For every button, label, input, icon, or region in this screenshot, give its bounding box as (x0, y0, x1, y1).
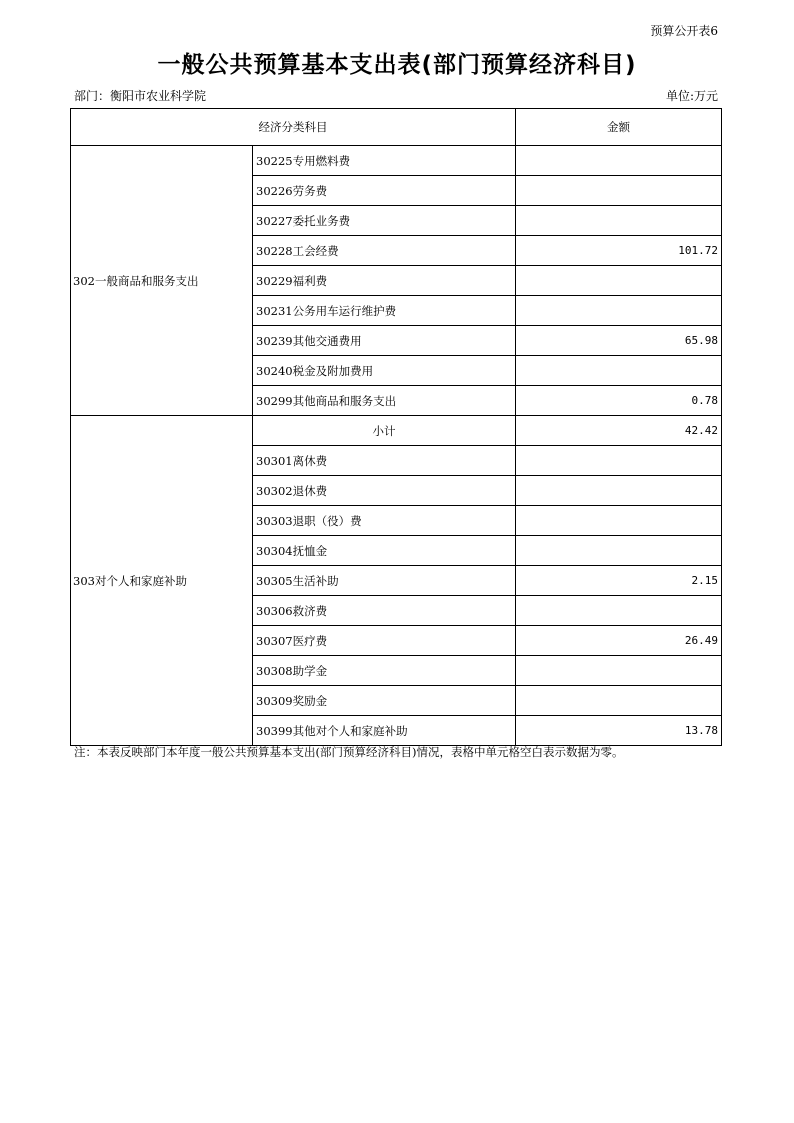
subtotal-label: 小计 (253, 416, 516, 446)
amount-cell: 0.78 (516, 386, 722, 416)
item-cell: 30227委托业务费 (253, 206, 516, 236)
item-cell: 30306救济费 (253, 596, 516, 626)
amount-cell (516, 296, 722, 326)
amount-cell: 26.49 (516, 626, 722, 656)
item-cell: 30229福利费 (253, 266, 516, 296)
item-cell: 30231公务用车运行维护费 (253, 296, 516, 326)
amount-cell (516, 446, 722, 476)
item-cell: 30307医疗费 (253, 626, 516, 656)
amount-cell: 65.98 (516, 326, 722, 356)
amount-cell (516, 146, 722, 176)
header-category: 经济分类科目 (71, 109, 516, 146)
table-header-row (71, 109, 722, 146)
table-body (71, 146, 722, 746)
amount-cell (516, 176, 722, 206)
category-cell: 303对个人和家庭补助 (71, 416, 253, 746)
amount-cell (516, 686, 722, 716)
unit-label: 单位:万元 (665, 89, 718, 103)
header-amount: 金额 (516, 109, 722, 146)
item-cell: 30228工会经费 (253, 236, 516, 266)
item-cell: 30226劳务费 (253, 176, 516, 206)
amount-cell (516, 356, 722, 386)
item-cell: 30299其他商品和服务支出 (253, 386, 516, 416)
item-cell: 30399其他对个人和家庭补助 (253, 716, 516, 746)
amount-cell: 13.78 (516, 716, 722, 746)
amount-cell (516, 266, 722, 296)
item-cell: 30302退休费 (253, 476, 516, 506)
department-label: 部门：衡阳市农业科学院 (74, 89, 207, 103)
amount-cell (516, 206, 722, 236)
item-cell: 30304抚恤金 (253, 536, 516, 566)
amount-cell (516, 656, 722, 686)
category-cell: 302一般商品和服务支出 (71, 146, 253, 416)
table-row (71, 146, 722, 176)
amount-cell: 2.15 (516, 566, 722, 596)
item-cell: 30303退职（役）费 (253, 506, 516, 536)
amount-cell: 42.42 (516, 416, 722, 446)
amount-cell (516, 596, 722, 626)
amount-cell (516, 476, 722, 506)
table-number: 预算公开表6 (650, 24, 718, 38)
amount-cell (516, 506, 722, 536)
item-cell: 30239其他交通费用 (253, 326, 516, 356)
item-cell: 30225专用燃料费 (253, 146, 516, 176)
footnote: 注：本表反映部门本年度一般公共预算基本支出(部门预算经济科目)情况，表格中单元格空白表示数据为零。 (74, 745, 624, 759)
item-cell: 30301离休费 (253, 446, 516, 476)
item-cell: 30309奖励金 (253, 686, 516, 716)
table-row (71, 416, 722, 446)
item-cell: 30240税金及附加费用 (253, 356, 516, 386)
amount-cell: 101.72 (516, 236, 722, 266)
page-title: 一般公共预算基本支出表(部门预算经济科目) (157, 52, 637, 78)
item-cell: 30308助学金 (253, 656, 516, 686)
budget-table (70, 108, 722, 746)
item-cell: 30305生活补助 (253, 566, 516, 596)
amount-cell (516, 536, 722, 566)
